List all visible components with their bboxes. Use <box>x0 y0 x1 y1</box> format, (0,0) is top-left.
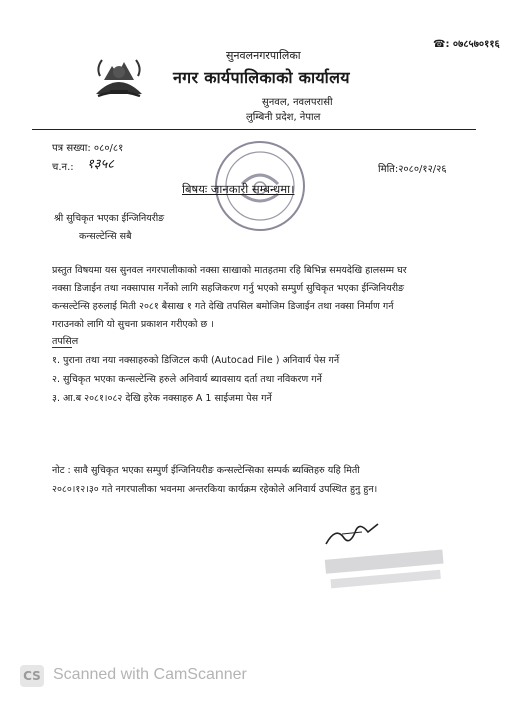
recipient-line-1: श्री सुचिकृत भएका ईन्जिनियरीङ <box>54 213 165 224</box>
dispatch-number-label: च.न.: <box>52 162 74 173</box>
address-line-1: सुनवल, नवलपरासी <box>262 97 333 108</box>
official-designation-stamp <box>322 548 462 594</box>
list-item: २. सुचिकृत भएका कन्सल्टेन्सि हरुले अनिवार्य ब्यावसाय दर्ता तथा नविकरण गर्ने <box>52 374 322 385</box>
note-line: नोट : सावै सुचिकृत भएका सम्पुर्ण ईन्जिनियरीङ कन्सल्टेन्सिका सम्पर्क ब्यक्तिहरु यहि मिती <box>52 465 360 476</box>
phone-number: ☎: ०७८५७०११६ <box>433 39 500 50</box>
list-heading: तपसिल <box>52 336 79 347</box>
address-line-2: लुम्बिनी प्रदेश, नेपाल <box>246 112 321 123</box>
body-line: प्रस्तुत विषयमा यस सुनवल नगरपालीकाको नक्सा साखाको मातहतमा रहि बिभिन्न समयदेखि हालसम्म घर <box>52 265 407 276</box>
office-title: नगर कार्यपालिकाको कार्यालय <box>173 68 350 87</box>
letter-number: पत्र सख्या: ०८०/८१ <box>52 143 124 154</box>
heading-underline <box>52 347 72 348</box>
nepal-emblem-icon <box>92 50 146 100</box>
signature <box>322 518 382 548</box>
camscanner-logo-icon: CS <box>20 665 44 687</box>
subject-line: बिषयः जानकारी सम्बन्धमा। <box>182 182 295 196</box>
note-line: २०८०।१२।३० गते नगरपालीका भवनमा अन्तरकिया कार्यक्रम रहेकोले अनिवार्य उपस्थित हुनु हुन। <box>52 484 378 495</box>
list-item: ३. आ.ब २०८१।०८२ देखि हरेक नक्साहरु A 1 साईजमा पेस गर्ने <box>52 393 272 404</box>
body-line: गराउनको लागि यो सुचना प्रकाशन गरीएको छ । <box>52 319 214 330</box>
municipality-name: सुनवलनगरपालिका <box>226 49 301 62</box>
body-line: कन्सल्टेन्सि हरुलाई मिती २०८१ बैसाख १ गते देखि तपसिल बमोजिम डिजाईन तथा नक्सा निर्माण गर्न <box>52 301 394 312</box>
letter-date: मिति:२०८०/१२/२६ <box>378 164 447 175</box>
header-divider <box>32 129 476 130</box>
body-line: नक्सा डिजाईन तथा नक्सापास गर्नेको लागि सहजिकरण गर्नु भएको सम्पुर्ण सुचिकृत भएका ईन्जिनियरीङ <box>52 283 405 294</box>
recipient-line-2: कन्सल्टेन्सि सबै <box>79 231 132 242</box>
scanner-watermark: Scanned with CamScanner <box>53 666 247 683</box>
list-item: १. पुराना तथा नया नक्साहरुको डिजिटल कपी (Autocad File ) अनिवार्य पेस गर्ने <box>52 355 340 366</box>
dispatch-number-value: १३५८ <box>87 157 115 172</box>
